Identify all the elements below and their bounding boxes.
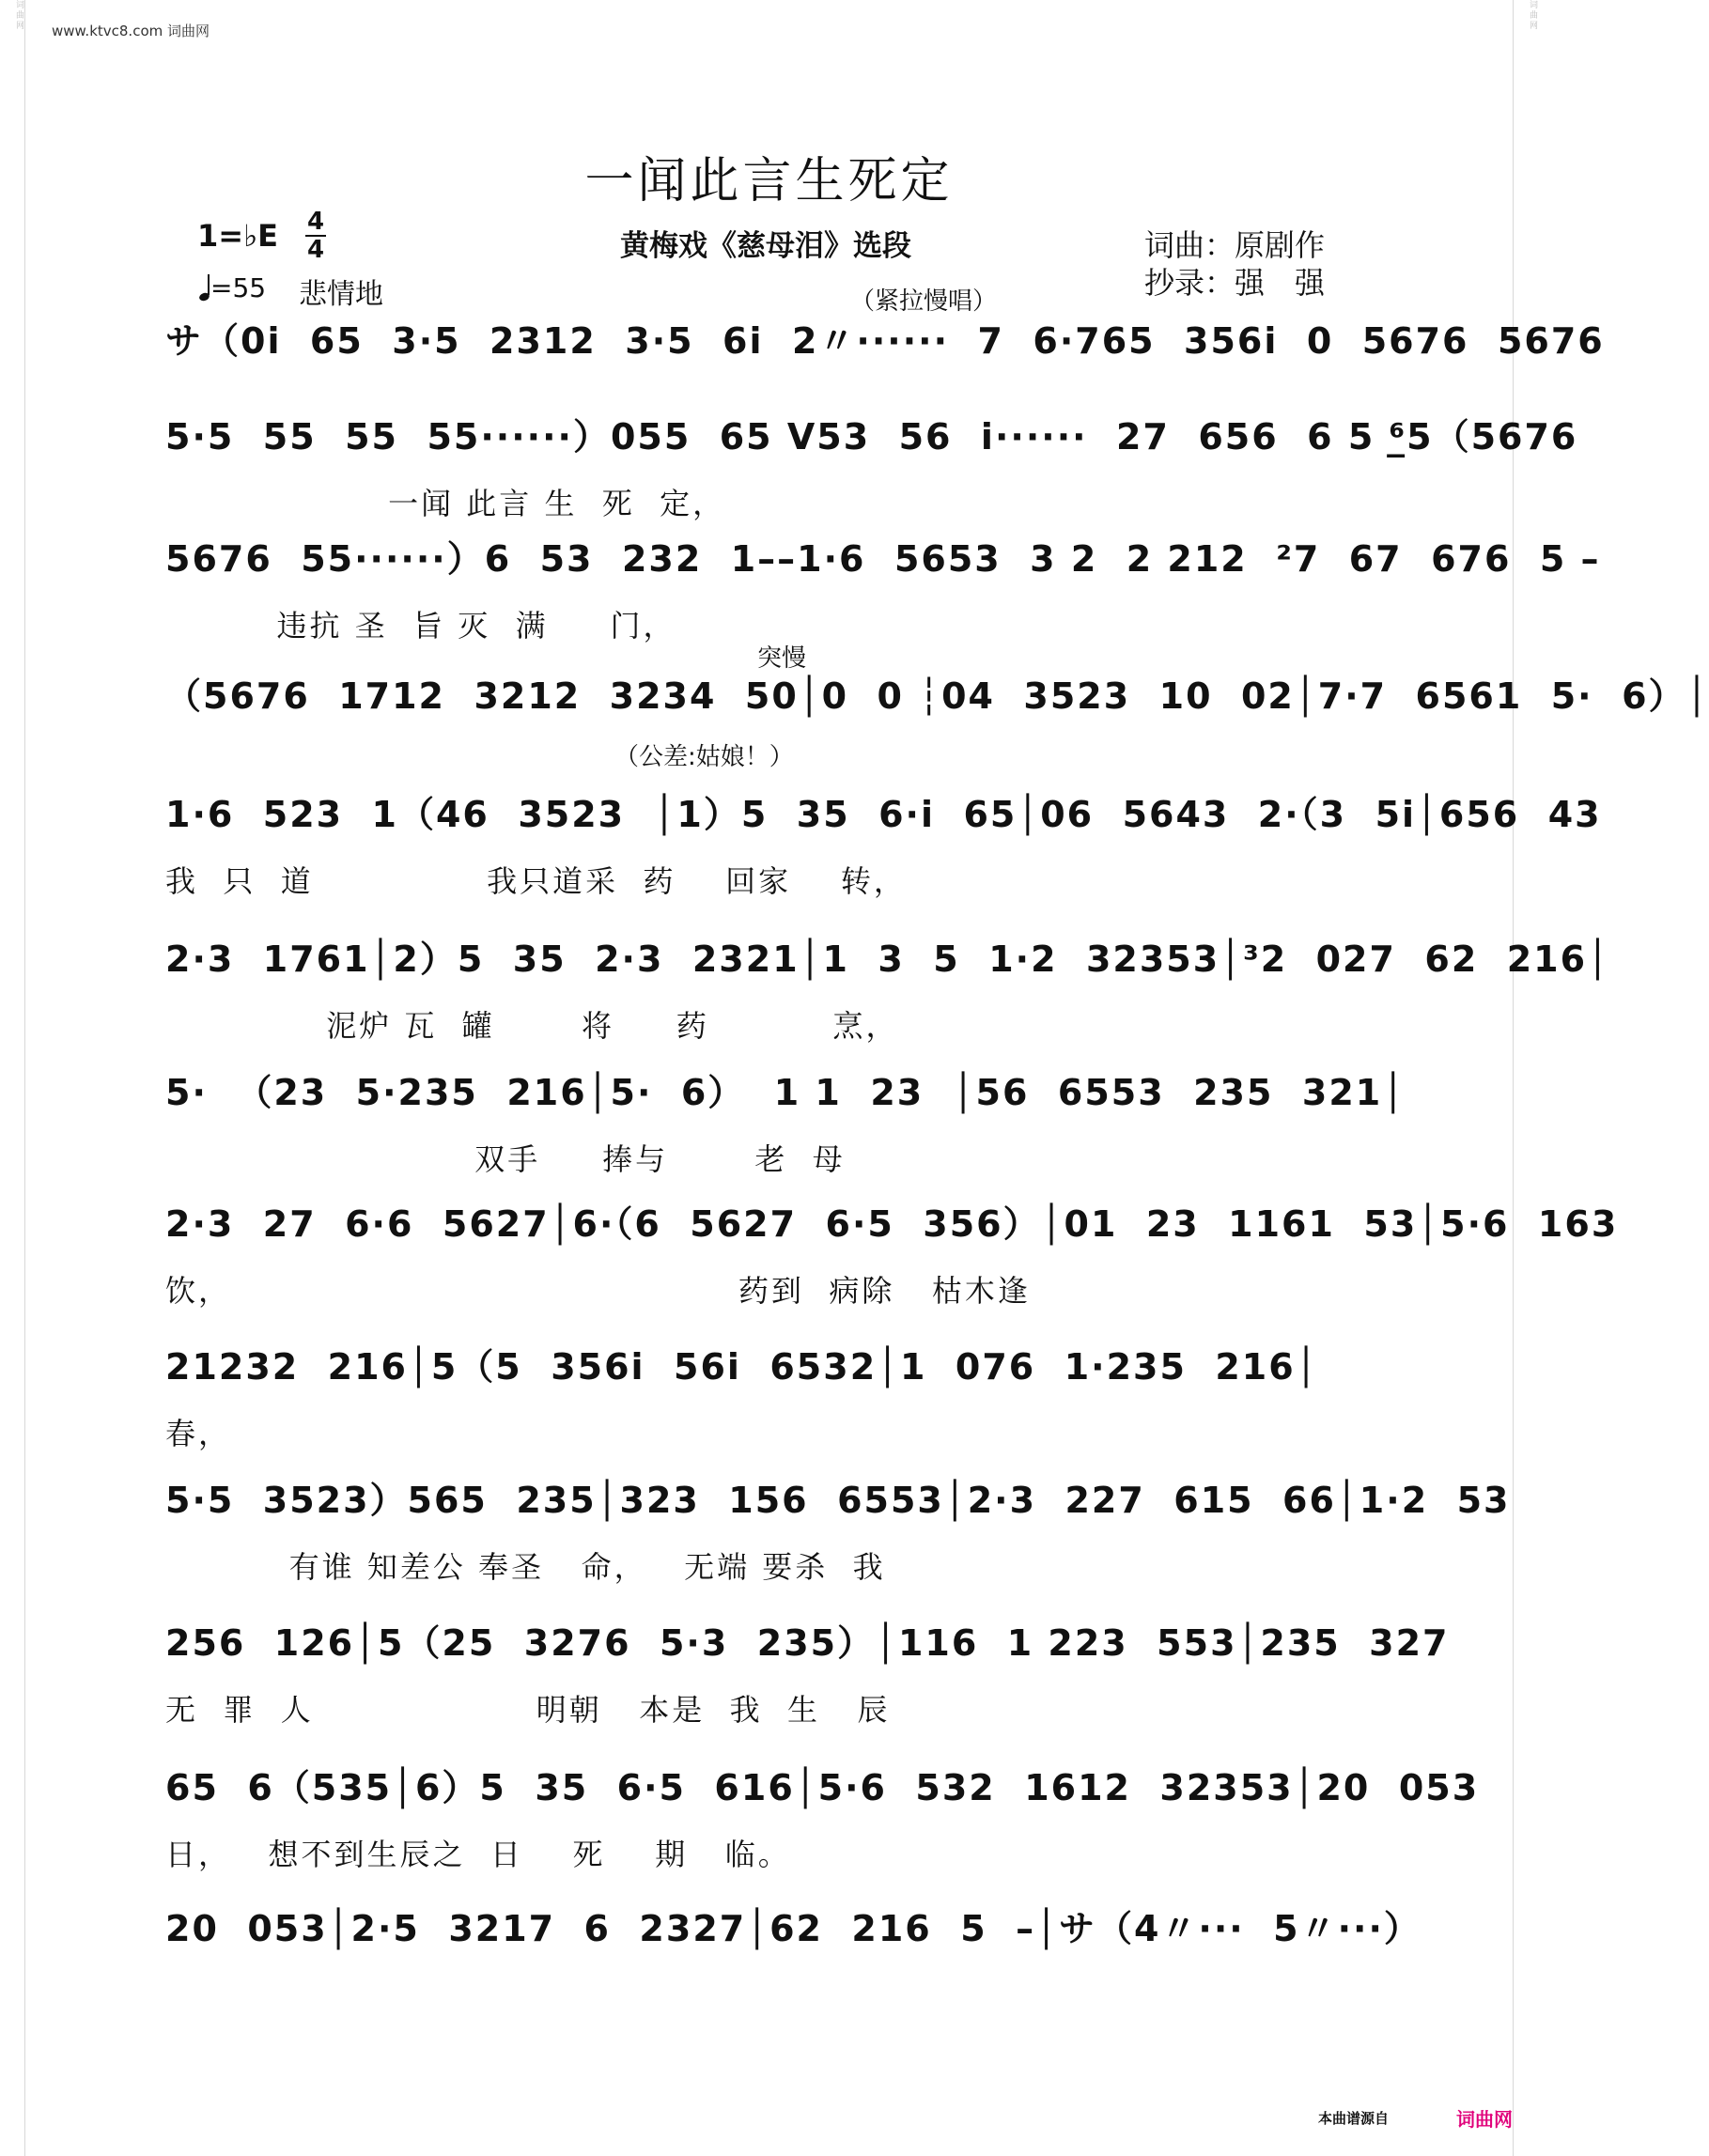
- notation-text: 5676 55······）6 53 232 1––1·6 5653 3 2 2 212 ²7 67 676 5 –: [165, 538, 1601, 580]
- subtitle: 黄梅戏《慈母泪》选段: [620, 229, 911, 263]
- composer-credit: 词曲：原剧作: [1144, 227, 1326, 263]
- lyric-text: 饮， 药到 病除 枯木逢: [165, 1273, 1031, 1309]
- direction-sudden-slow: 突慢: [757, 644, 807, 673]
- score-line: [165, 1345, 1362, 1484]
- score-line: [165, 1071, 1406, 1210]
- score-line: [165, 938, 1610, 1077]
- notation-text: 5· （23 5·235 216│5· 6） 1 1 23 │56 6553 235 321│: [165, 1072, 1406, 1113]
- tempo-marking: [199, 272, 266, 303]
- site-tag: www.ktvc8.com 词曲网: [52, 23, 210, 39]
- score-line: [165, 793, 1602, 932]
- score-line: [165, 1766, 1480, 1905]
- score-line: [165, 1202, 1619, 1342]
- score-line: [165, 415, 1578, 554]
- time-signature-bottom: 4: [306, 236, 325, 264]
- watermark-text: 词曲网: [1528, 0, 1537, 31]
- lyric-text: 日， 想不到生辰之 日 死 期 临。: [165, 1837, 791, 1872]
- lyric-text: 泥炉 瓦 罐 将 药 烹，: [165, 1008, 899, 1044]
- lyric-text: 违抗 圣 旨 灭 满 门，: [165, 608, 676, 644]
- notation-text: 20 053│2·5 3217 6 2327│62 216 5 –│サ（4〃··· 5〃···）: [165, 1908, 1422, 1949]
- notation-text: 21232 216│5（5 356i 56i 6532│1 076 1·235 216│: [165, 1346, 1319, 1388]
- lyric-text: 双手 捧与 老 母: [165, 1141, 846, 1177]
- footer-source: 本曲谱源自: [1318, 2110, 1390, 2127]
- notation-text: （5676 1712 3212 3234 50│0 0 ┆04 3523 10 02│7·7 6561 5· 6）│: [165, 675, 1709, 717]
- score-line: [165, 1907, 1422, 2046]
- score-line: [165, 1479, 1511, 1618]
- transcriber-credit: 抄录：强 强: [1144, 265, 1326, 301]
- notation-text: 5·5 3523）565 235│323 156 6553│2·3 227 615 66│1·2 53: [165, 1480, 1511, 1521]
- quarter-note-icon: [199, 274, 210, 301]
- time-signature-top: 4: [306, 208, 325, 236]
- lyric-text: 我 只 道 我只道采 药 回家 转，: [165, 863, 907, 899]
- notation-text: 5·5 55 55 55······）055 65 V53 56 i······ 27 656 6 5 ⁶̲5（5676: [165, 416, 1578, 458]
- lyric-text: 春，: [165, 1416, 232, 1451]
- notation-text: 65 6（535│6）5 35 6·5 616│5·6 532 1612 32353│20 053: [165, 1767, 1480, 1808]
- notation-text: 2·3 27 6·6 5627│6·（6 5627 6·5 356）│01 23 1161 53│5·6 163: [165, 1203, 1619, 1245]
- lyric-text: 无 罪 人 明朝 本是 我 生 辰: [165, 1692, 891, 1728]
- lyric-text: 一闻 此言 生 死 定，: [165, 486, 726, 521]
- key-signature: 1=♭E: [197, 218, 279, 254]
- lyric-text: 有谁 知差公 奉圣 命， 无端 要杀 我: [165, 1549, 886, 1585]
- tempo-value: =55: [210, 272, 267, 303]
- notation-text: サ（0i 65 3·5 2312 3·5 6i 2〃······ 7 6·765 356i 0 5676 5676: [165, 320, 1605, 362]
- score-line: [165, 537, 1601, 676]
- direction-dialogue: （公差:姑娘！）: [614, 743, 794, 771]
- score-line: [165, 1621, 1450, 1760]
- notation-text: 256 126│5（25 3276 5·3 235）│116 1 223 553│235 327: [165, 1622, 1450, 1664]
- expression-marking: 悲情地: [299, 278, 383, 311]
- watermark-text: 词曲网: [14, 0, 23, 31]
- left-watermark-strip: [0, 0, 25, 2156]
- direction-tight-slow: （紧拉慢唱）: [850, 287, 998, 316]
- page-title: 一闻此言生死定: [584, 153, 954, 209]
- notation-text: 1·6 523 1（46 3523 │1）5 35 6·i 65│06 5643 2·（3 5i│656 43: [165, 794, 1602, 835]
- footer-brand-logo[interactable]: 词曲网: [1456, 2108, 1513, 2131]
- time-signature: [305, 209, 326, 263]
- notation-text: 2·3 1761│2）5 35 2·3 2321│1 3 5 1·2 32353│³2 027 62 216│: [165, 938, 1610, 980]
